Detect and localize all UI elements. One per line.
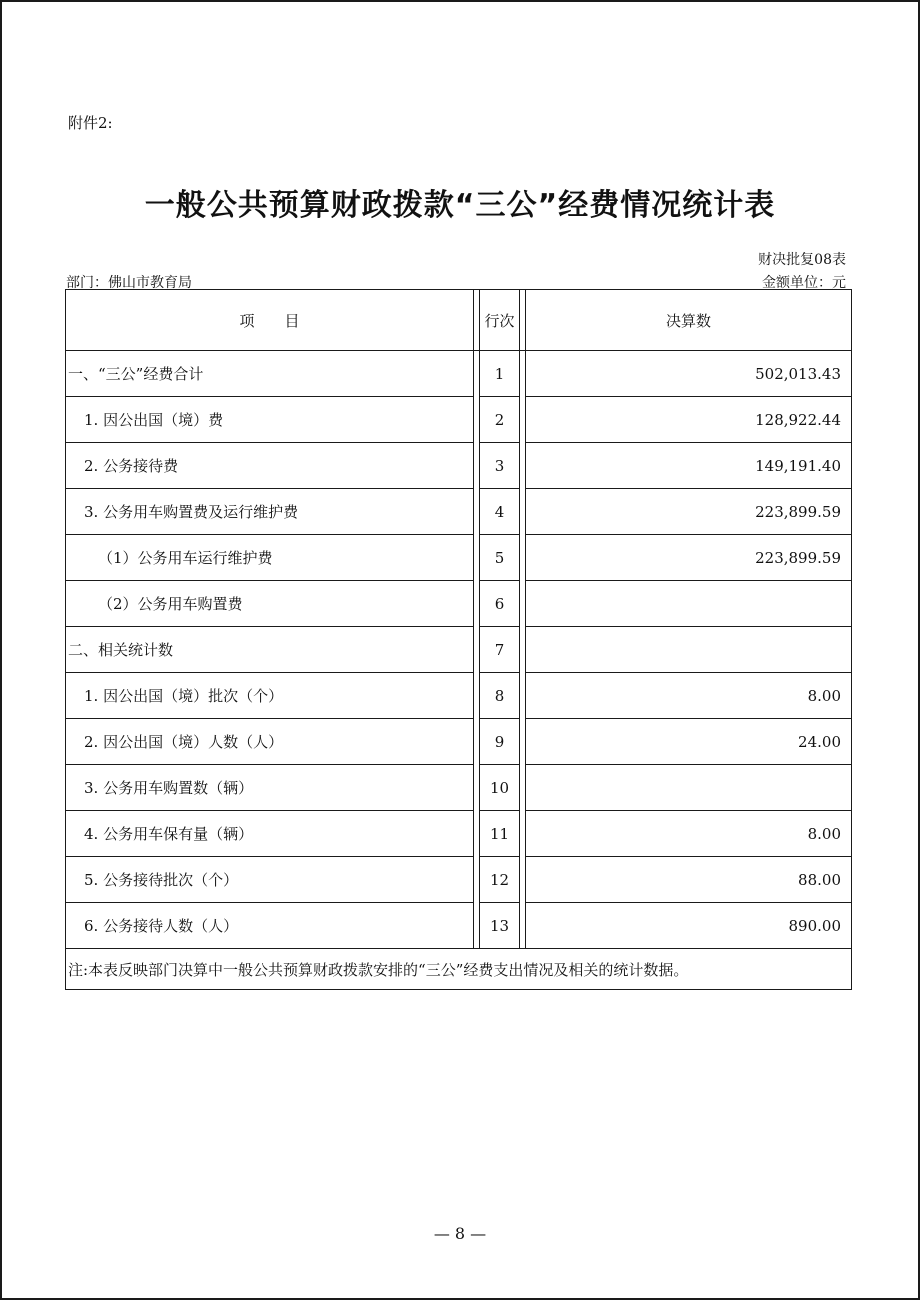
row-amount: 88.00: [526, 857, 852, 903]
row-label: 4. 公务用车保有量（辆）: [66, 811, 474, 857]
row-label: 3. 公务用车购置数（辆）: [66, 765, 474, 811]
row-number: 7: [480, 627, 520, 673]
row-amount: [526, 627, 852, 673]
row-number: 4: [480, 489, 520, 535]
table-row: [66, 719, 852, 765]
row-amount: 8.00: [526, 811, 852, 857]
row-amount: 223,899.59: [526, 489, 852, 535]
row-amount: 128,922.44: [526, 397, 852, 443]
row-number: 1: [480, 351, 520, 397]
row-label: （1）公务用车运行维护费: [66, 535, 474, 581]
row-number: 10: [480, 765, 520, 811]
row-label: 5. 公务接待批次（个）: [66, 857, 474, 903]
row-amount: [526, 581, 852, 627]
unit-label: 金额单位：元: [762, 275, 846, 291]
row-label: 二、相关统计数: [66, 627, 474, 673]
table-row: [66, 535, 852, 581]
header-row-number: 行次: [480, 290, 520, 351]
table-header-row: [66, 290, 852, 351]
row-label: 1. 因公出国（境）批次（个）: [66, 673, 474, 719]
row-label: （2）公务用车购置费: [66, 581, 474, 627]
table-row: [66, 397, 852, 443]
page-title: 一般公共预算财政拨款“三公”经费情况统计表: [144, 188, 776, 223]
table-row: [66, 627, 852, 673]
table-row: [66, 581, 852, 627]
row-label: 2. 因公出国（境）人数（人）: [66, 719, 474, 765]
stats-table: [65, 289, 852, 990]
row-amount: 149,191.40: [526, 443, 852, 489]
row-number: 12: [480, 857, 520, 903]
header-amount: 决算数: [526, 290, 852, 351]
row-number: 9: [480, 719, 520, 765]
table-row: [66, 673, 852, 719]
row-number: 3: [480, 443, 520, 489]
row-label: 一、“三公”经费合计: [66, 351, 474, 397]
row-label: 2. 公务接待费: [66, 443, 474, 489]
row-label: 3. 公务用车购置费及运行维护费: [66, 489, 474, 535]
row-number: 6: [480, 581, 520, 627]
attachment-label: 附件2:: [68, 114, 113, 132]
table-row: [66, 857, 852, 903]
row-number: 2: [480, 397, 520, 443]
row-number: 11: [480, 811, 520, 857]
row-number: 5: [480, 535, 520, 581]
table-row: [66, 903, 852, 949]
row-amount: 223,899.59: [526, 535, 852, 581]
page-number: — 8 —: [433, 1224, 487, 1243]
table-row: [66, 351, 852, 397]
table-row: [66, 443, 852, 489]
table-note-row: [66, 949, 852, 990]
row-number: 13: [480, 903, 520, 949]
table-note: 注:本表反映部门决算中一般公共预算财政拨款安排的“三公”经费支出情况及相关的统计数据。: [66, 949, 852, 990]
row-amount: 502,013.43: [526, 351, 852, 397]
row-label: 6. 公务接待人数（人）: [66, 903, 474, 949]
row-amount: [526, 765, 852, 811]
department-label: 部门：佛山市教育局: [66, 275, 192, 291]
row-number: 8: [480, 673, 520, 719]
header-item: 项 目: [66, 290, 474, 351]
table-row: [66, 489, 852, 535]
row-amount: 24.00: [526, 719, 852, 765]
table-row: [66, 811, 852, 857]
row-amount: 890.00: [526, 903, 852, 949]
table-code: 财决批复08表: [758, 252, 846, 268]
row-amount: 8.00: [526, 673, 852, 719]
row-label: 1. 因公出国（境）费: [66, 397, 474, 443]
table-row: [66, 765, 852, 811]
